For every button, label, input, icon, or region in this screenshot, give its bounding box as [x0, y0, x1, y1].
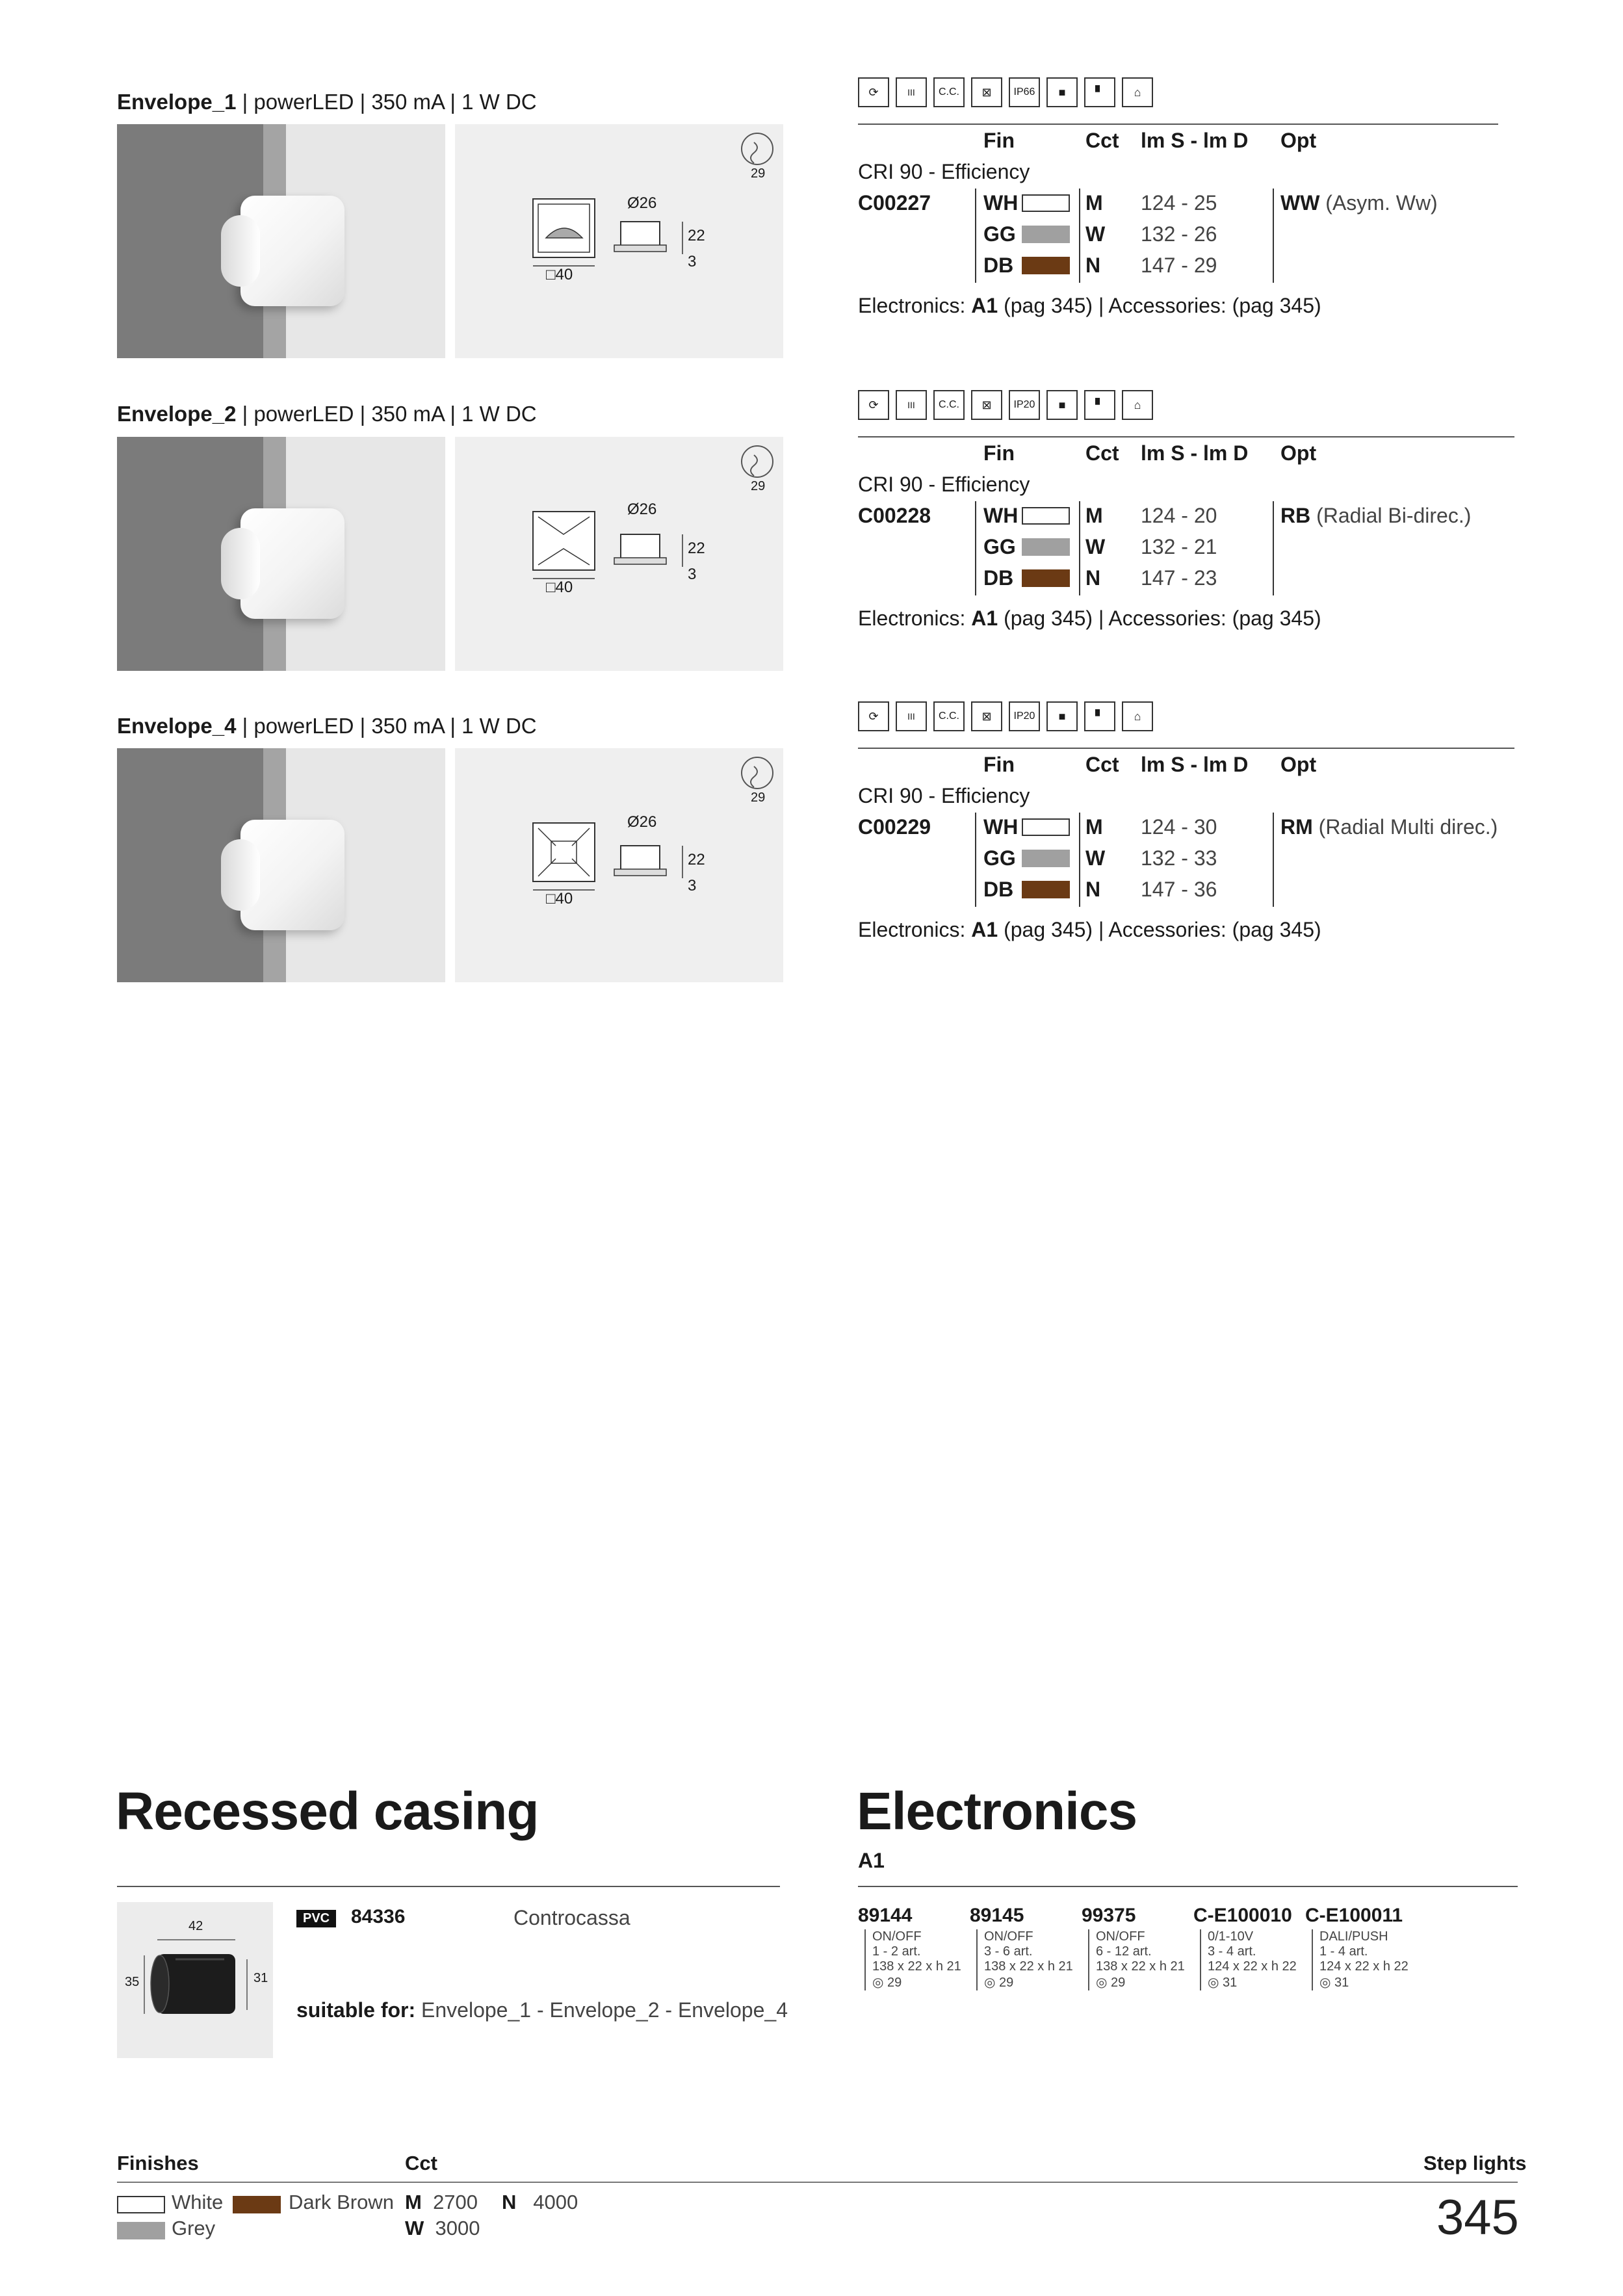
no-insulation-icon: ⊠	[971, 77, 1002, 107]
cct-m: M	[1085, 815, 1103, 839]
fin-db: DB	[983, 878, 1014, 901]
driver-item	[858, 1905, 968, 1990]
col-opt: Opt	[1280, 441, 1317, 465]
driver-code: 99375	[1082, 1905, 1136, 1926]
product-title	[117, 90, 537, 114]
product-code: C00228	[858, 504, 931, 527]
cct-n: N	[1085, 878, 1101, 901]
swatch-dark-brown	[1022, 881, 1070, 898]
fin-wh: WH	[983, 815, 1019, 839]
electronics-link[interactable]: A1	[971, 607, 998, 630]
swatch-white	[1022, 194, 1070, 212]
diameter-label: Ø26	[627, 501, 657, 518]
driver-type: ON/OFF	[1096, 1929, 1145, 1944]
ceiling-mount-icon: ◎	[1208, 1976, 1219, 1990]
driver-code: C-E100010	[1193, 1905, 1292, 1926]
square-dot-icon: ■	[1046, 390, 1078, 420]
house-icon: ⌂	[1122, 701, 1153, 731]
cc-icon: C.C.	[933, 701, 965, 731]
side-view	[621, 846, 660, 872]
ip-rating-icon: IP20	[1009, 701, 1040, 731]
col-lm: lm S - lm D	[1141, 753, 1249, 776]
house-icon: ⌂	[1122, 390, 1153, 420]
house-icon: ⌂	[1122, 77, 1153, 107]
cct-n: N	[1085, 254, 1101, 277]
optic	[1280, 191, 1438, 215]
divider	[858, 124, 1498, 125]
lm-value: 124 - 25	[1141, 191, 1217, 215]
swatch-white	[1022, 507, 1070, 525]
swatch-grey	[117, 2222, 165, 2239]
lm-value: 147 - 29	[1141, 254, 1217, 277]
class-iii-icon: III	[896, 77, 927, 107]
ceiling-mount-icon	[742, 446, 773, 477]
finishes-label: Finishes	[117, 2152, 199, 2174]
driver-ref: ◎ 29	[1096, 1976, 1126, 1990]
driver-size: 138 x 22 x h 21	[1096, 1959, 1185, 1974]
height-label-1: 35	[125, 1975, 140, 1989]
swatch-grey	[1022, 538, 1070, 556]
ceiling-mount-icon: ◎	[1319, 1976, 1331, 1990]
finish-white: White	[172, 2191, 224, 2213]
no-insulation-icon: ⊠	[971, 390, 1002, 420]
diameter-label: Ø26	[627, 813, 657, 831]
lm-value: 147 - 23	[1141, 566, 1217, 590]
cct-n: N	[1085, 566, 1101, 590]
optic-desc: (Radial Bi-direc.)	[1316, 504, 1472, 527]
col-opt: Opt	[1280, 753, 1317, 776]
driver-code: 89145	[970, 1905, 1024, 1926]
lm-value: 132 - 26	[1141, 222, 1217, 246]
swatch-grey	[1022, 226, 1070, 243]
lm-value: 147 - 36	[1141, 878, 1217, 901]
electronics-link[interactable]: A1	[971, 918, 998, 941]
swatch-grey	[1022, 850, 1070, 867]
diameter-label: Ø26	[627, 194, 657, 212]
driver-type: ON/OFF	[984, 1929, 1033, 1944]
fin-wh: WH	[983, 191, 1019, 215]
cct-label: Cct	[405, 2152, 437, 2174]
driver-ref: ◎ 29	[872, 1976, 902, 1990]
electronics-ref: Electronics: A1 (pag 345) | Accessories: (pag 345)	[858, 607, 1321, 630]
width-label: 42	[188, 1919, 203, 1933]
fin-wh: WH	[983, 504, 1019, 527]
front-view	[533, 512, 595, 570]
square-dot-icon: ■	[1046, 77, 1078, 107]
driver-item	[970, 1905, 1080, 1990]
cct-n-item: N 4000	[502, 2191, 578, 2213]
driver-capacity: 1 - 4 art.	[1319, 1944, 1368, 1959]
driver-item	[1305, 1905, 1416, 1990]
driver-type: DALI/PUSH	[1319, 1929, 1388, 1944]
swatch-white	[1022, 818, 1070, 836]
driver-code: 89144	[858, 1905, 913, 1926]
optic-code: RM	[1280, 815, 1313, 839]
col-opt: Opt	[1280, 129, 1317, 152]
ceiling-mount-icon: ◎	[1096, 1976, 1108, 1990]
driver-type: 0/1-10V	[1208, 1929, 1254, 1944]
page-number: 345	[1436, 2190, 1519, 2245]
col-fin: Fin	[983, 753, 1015, 776]
depth-label: 3	[688, 253, 697, 270]
technical-drawing	[455, 748, 783, 982]
optic-desc: (Radial Multi direc.)	[1318, 815, 1498, 839]
section-subtitle: A1	[858, 1849, 885, 1872]
height-label: 22	[688, 227, 705, 244]
cct-m: M	[1085, 191, 1103, 215]
finish-dark-brown: Dark Brown	[289, 2191, 394, 2213]
wall-mount-icon: ▘	[1084, 701, 1115, 731]
divider	[858, 748, 1514, 749]
col-fin: Fin	[983, 129, 1015, 152]
ceiling-mount-icon: ◎	[984, 1976, 996, 1990]
cri-label: CRI 90 - Efficiency	[858, 473, 1030, 496]
product-specs: | powerLED | 350 mA | 1 W DC	[242, 402, 537, 426]
fin-gg: GG	[983, 222, 1016, 246]
ceiling-mount-icon: ◎	[872, 1976, 884, 1990]
col-lm: lm S - lm D	[1141, 441, 1249, 465]
section-title: Recessed casing	[116, 1782, 539, 1841]
driver-ref: ◎ 29	[984, 1976, 1014, 1990]
swatch-white	[117, 2196, 165, 2213]
square-label: □40	[546, 266, 573, 283]
product-title	[117, 402, 537, 426]
driver-ref: ◎ 31	[1319, 1976, 1349, 1990]
driver-capacity: 6 - 12 art.	[1096, 1944, 1152, 1959]
driver-type: ON/OFF	[872, 1929, 922, 1944]
page-ref: 29	[751, 166, 766, 181]
casing-desc: Controcassa	[513, 1906, 630, 1929]
product-title	[117, 714, 537, 738]
certification-icons	[858, 390, 1153, 420]
cct-w: W	[1085, 535, 1106, 558]
driver-size: 138 x 22 x h 21	[872, 1959, 961, 1974]
cct-w: W	[1085, 222, 1106, 246]
cc-icon: C.C.	[933, 77, 965, 107]
finish-grey: Grey	[172, 2217, 216, 2239]
side-view	[621, 534, 660, 560]
wall-mount-icon: ▘	[1084, 77, 1115, 107]
certification-icons	[858, 701, 1153, 731]
driver-size: 138 x 22 x h 21	[984, 1959, 1073, 1974]
driver-item	[1193, 1905, 1304, 1990]
cct-m: M	[1085, 504, 1103, 527]
driver-item	[1082, 1905, 1192, 1990]
fin-gg: GG	[983, 846, 1016, 870]
depth-label: 3	[688, 566, 697, 583]
driver-capacity: 1 - 2 art.	[872, 1944, 921, 1959]
ip-rating-icon: IP66	[1009, 77, 1040, 107]
col-cct: Cct	[1085, 441, 1119, 465]
driver-size: 124 x 22 x h 22	[1208, 1959, 1297, 1974]
product-name: Envelope_1	[117, 90, 237, 114]
class-iii-icon: III	[896, 701, 927, 731]
col-fin: Fin	[983, 441, 1015, 465]
cct-w-item: W 3000	[405, 2217, 480, 2239]
col-cct: Cct	[1085, 129, 1119, 152]
driver-code: C-E100011	[1305, 1905, 1403, 1926]
height-label: 22	[688, 851, 705, 868]
optic	[1280, 504, 1471, 528]
product-photo	[117, 437, 445, 671]
ceiling-mount-icon	[742, 133, 773, 164]
rotation-icon: ⟳	[858, 701, 889, 731]
fin-db: DB	[983, 254, 1014, 277]
electronics-ref: Electronics: A1 (pag 345) | Accessories: (pag 345)	[858, 918, 1321, 941]
swatch-dark-brown	[233, 2196, 281, 2213]
optic-code: RB	[1280, 504, 1311, 527]
product-photo	[117, 124, 445, 358]
lm-value: 124 - 20	[1141, 504, 1217, 527]
section-title: Electronics	[857, 1782, 1137, 1841]
driver-size: 124 x 22 x h 22	[1319, 1959, 1409, 1974]
side-view	[621, 222, 660, 248]
driver-capacity: 3 - 6 art.	[984, 1944, 1033, 1959]
depth-label: 3	[688, 877, 697, 894]
ip-rating-icon: IP20	[1009, 390, 1040, 420]
casing-drawing	[117, 1902, 273, 2058]
casing-code: 84336	[351, 1906, 406, 1927]
divider	[117, 1886, 780, 1887]
ceiling-mount-icon	[742, 757, 773, 789]
suitable-label: suitable for:	[296, 1998, 416, 2022]
class-iii-icon: III	[896, 390, 927, 420]
optic-desc: (Asym. Ww)	[1325, 191, 1438, 215]
driver-capacity: 3 - 4 art.	[1208, 1944, 1256, 1959]
rotation-icon: ⟳	[858, 390, 889, 420]
no-insulation-icon: ⊠	[971, 701, 1002, 731]
height-label-2: 31	[253, 1971, 268, 1985]
product-name: Envelope_2	[117, 402, 237, 426]
cct-m-item: M 2700	[405, 2191, 478, 2213]
product-code: C00229	[858, 815, 931, 839]
wall-mount-icon: ▘	[1084, 390, 1115, 420]
driver-ref: ◎ 31	[1208, 1976, 1238, 1990]
cc-icon: C.C.	[933, 390, 965, 420]
product-name: Envelope_4	[117, 714, 237, 738]
section-name: Step lights	[1423, 2152, 1527, 2174]
lm-value: 124 - 30	[1141, 815, 1217, 839]
electronics-ref: Electronics: A1 (pag 345) | Accessories: (pag 345)	[858, 294, 1321, 317]
lm-value: 132 - 33	[1141, 846, 1217, 870]
swatch-dark-brown	[1022, 569, 1070, 587]
divider	[858, 1886, 1518, 1887]
divider	[858, 436, 1514, 437]
technical-drawing	[455, 124, 783, 358]
height-label: 22	[688, 540, 705, 557]
electronics-link[interactable]: A1	[971, 294, 998, 317]
square-label: □40	[546, 890, 573, 907]
optic-code: WW	[1280, 191, 1320, 215]
suitable-for	[296, 1998, 788, 2022]
material-badge: PVC	[296, 1910, 336, 1927]
page-ref: 29	[751, 790, 766, 805]
cct-w: W	[1085, 846, 1106, 870]
square-dot-icon: ■	[1046, 701, 1078, 731]
col-lm: lm S - lm D	[1141, 129, 1249, 152]
certification-icons	[858, 77, 1153, 107]
fin-gg: GG	[983, 535, 1016, 558]
rotation-icon: ⟳	[858, 77, 889, 107]
cri-label: CRI 90 - Efficiency	[858, 160, 1030, 183]
fin-db: DB	[983, 566, 1014, 590]
swatch-dark-brown	[1022, 257, 1070, 274]
square-label: □40	[546, 579, 573, 596]
page-ref: 29	[751, 479, 766, 493]
product-photo	[117, 748, 445, 982]
product-code: C00227	[858, 191, 931, 215]
cri-label: CRI 90 - Efficiency	[858, 784, 1030, 807]
product-specs: | powerLED | 350 mA | 1 W DC	[242, 714, 537, 738]
optic	[1280, 815, 1498, 839]
technical-drawing	[455, 437, 783, 671]
lm-value: 132 - 21	[1141, 535, 1217, 558]
col-cct: Cct	[1085, 753, 1119, 776]
product-specs: | powerLED | 350 mA | 1 W DC	[242, 90, 537, 114]
divider	[117, 2182, 1518, 2183]
suitable-list: Envelope_1 - Envelope_2 - Envelope_4	[415, 1998, 788, 2022]
